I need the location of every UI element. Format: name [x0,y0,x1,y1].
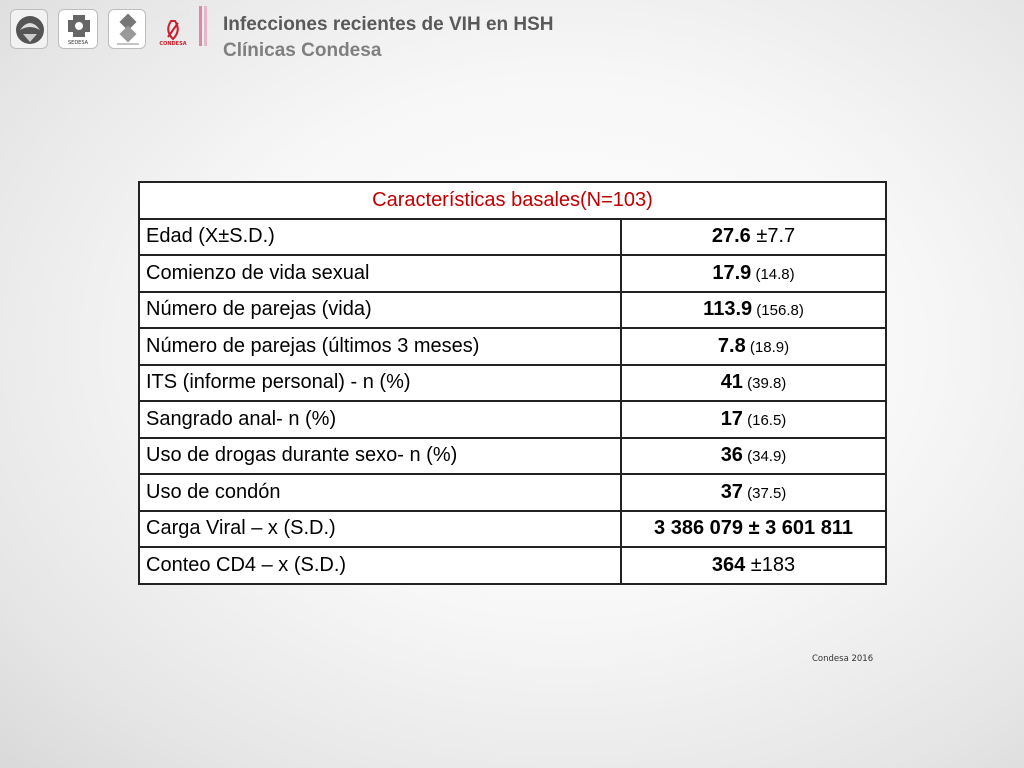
value-main: 27.6 [711,225,751,248]
slide-title: Infecciones recientes de VIH en HSH [223,14,554,35]
value-main: 17.9 [712,261,752,284]
value-detail: ±7.7 [750,225,796,248]
value-detail: (156.8) [752,302,804,320]
condesa-logo-text: CONDESA [159,41,187,47]
row-label: ITS (informe personal) - n (%) [139,365,621,402]
value-detail: (37.5) [742,484,787,502]
eagle-seal-icon [10,9,48,49]
value-main: 41 [720,371,743,394]
table-row [139,547,886,584]
condesa-clinic-logo-icon [154,9,192,49]
value-detail: (39.8) [742,375,787,393]
value-main: 36 [720,444,743,467]
table-header-row [139,182,886,219]
value-detail: (18.9) [745,338,790,356]
row-label: Conteo CD4 – x (S.D.) [139,547,621,584]
value-detail: (14.8) [751,265,795,283]
baseline-characteristics-table [138,181,887,585]
row-label: Número de parejas (últimos 3 meses) [139,328,621,365]
value-main: 37 [720,480,743,503]
value-main: 17 [720,407,743,430]
accent-bar [199,6,202,46]
accent-bar-secondary [204,6,207,46]
row-label: Uso de drogas durante sexo- n (%) [139,438,621,475]
value-main: 3 386 079 ± 3 601 811 [654,517,853,540]
value-detail: ±183 [745,553,796,576]
table-row [139,219,886,256]
slide-subtitle: Clínicas Condesa [223,40,382,61]
row-label: Comienzo de vida sexual [139,255,621,292]
table-body [139,219,886,584]
row-label: Uso de condón [139,474,621,511]
row-value [621,255,886,292]
row-value [621,292,886,329]
footer-note: Condesa 2016 [812,654,874,664]
table-header: Características basales(N=103) [139,182,886,219]
sedesa-logo-icon [58,9,98,49]
table-row [139,511,886,548]
row-value [621,511,886,548]
table-row [139,474,886,511]
gdf-logo-icon [108,9,146,49]
row-value [621,219,886,256]
row-label: Sangrado anal- n (%) [139,401,621,438]
row-value [621,328,886,365]
table-row [139,401,886,438]
value-main: 364 [711,553,746,576]
table-row [139,365,886,402]
logo-strip [8,7,193,51]
sedesa-logo-text: SEDESA [67,40,89,46]
value-main: 7.8 [717,334,746,357]
row-label: Número de parejas (vida) [139,292,621,329]
table-row [139,438,886,475]
row-label: Edad (X±S.D.) [139,219,621,256]
row-value [621,438,886,475]
table-row [139,255,886,292]
table-row [139,292,886,329]
row-value [621,365,886,402]
row-label: Carga Viral – x (S.D.) [139,511,621,548]
slide-header [0,0,1024,70]
value-detail: (16.5) [742,411,787,429]
row-value [621,401,886,438]
row-value [621,474,886,511]
table-row [139,328,886,365]
row-value [621,547,886,584]
value-detail: (34.9) [742,448,787,466]
value-main: 113.9 [703,298,753,321]
